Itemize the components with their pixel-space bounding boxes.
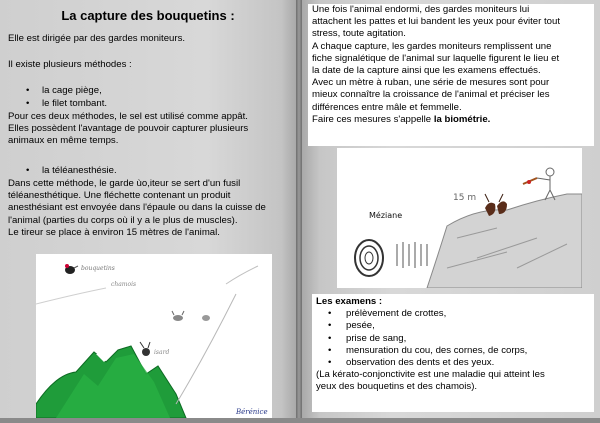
drawing-label: bouquetins [81,265,115,272]
drawing-author-name: Méziane [369,211,403,220]
procedure-line: Avec un mètre à ruban, une série de mesures sont pour [312,77,550,89]
exams-list [316,308,590,369]
exam-item: • observation des dents et des yeux. [328,357,495,369]
procedure-line: A chaque capture, les gardes moniteurs remplissent une [312,40,552,52]
paragraph-teleanesthesie: Dans cette méthode, le garde ùo,iteur se sert d'un fusil téléanesthétique. Une fléchette contenant un produit anesthésiant est envoyée dans l'épaule ou dans la cuisse de l'animal (parties du corps où il y a le plus de muscles). Le tireur se place à environ 15 mètres de l'animal. [8,178,266,238]
exam-item: • mensuration du cou, des cornes, de corps, [328,344,528,356]
methods-intro: Il existe plusieurs méthodes : [8,59,132,70]
procedure-line: la date de la capture ainsi que les examens effectués. [312,65,541,77]
bullet-icon: • [328,308,332,320]
method-item: • la téléanesthésie. [26,165,117,176]
exams-box [312,294,594,412]
child-drawing-mountains [36,254,272,418]
exams-note: (La kérato-conjonctivite est une maladie qui atteint les yeux des bouquetins et des chamois). [316,369,545,393]
ibex-figure [202,315,210,321]
procedure-line: différences entre mâle et femmelle. [312,101,462,113]
exam-item: • prise de sang, [328,332,407,344]
exam-item: • pesée, [328,320,375,332]
measuring-tape-icon [355,240,427,276]
capture-drawing-svg [337,148,582,288]
paragraph-bait: Pour ces deux méthodes, le sel est utilisé comme appât. Elles possèdent l'avantage de pouvoir capturer plusieurs animaux en même temps. [8,111,249,147]
bullet-icon: • [328,357,332,369]
bullet-icon: • [26,165,30,176]
bullet-icon: • [328,344,332,356]
procedure-line: Une fois l'animal endormi, des gardes moniteurs lui [312,4,530,15]
drawing-label: isard [154,349,170,356]
mountain-drawing-svg [36,254,272,418]
page-title: La capture des bouquetins : [61,8,235,23]
procedure-line: stress, toute agitation. [312,28,406,40]
bullet-icon: • [26,98,30,109]
method-item: • la cage piège, [26,85,102,96]
method-item: • le filet tombant. [26,98,108,109]
ibex-figure [140,342,150,356]
procedure-line: attachent les pattes et lui bandent les yeux pour éviter tout [312,16,560,28]
ibex-figure [172,311,184,321]
exam-item: • prélèvement de crottes, [328,308,447,320]
exams-title: Les examens : [316,296,383,307]
bullet-icon: • [26,85,30,96]
capture-procedure-box [308,4,594,146]
biometrie-line: Faire ces mesures s'appelle la biométrie. [312,113,491,125]
drawing-signature: Bérénice [236,408,268,416]
child-drawing-capture [337,148,582,288]
distance-label: 15 m [453,193,477,203]
drawing-label: chamois [111,281,137,288]
hunter-figure [523,168,555,200]
intro-text: Elle est dirigée par des gardes moniteurs. [8,33,186,44]
procedure-line: fiche signalétique de l'animal sur laquelle figurent le lieu et [312,52,560,64]
bullet-icon: • [328,332,332,344]
procedure-text [312,4,590,114]
ibex-figure [65,264,78,274]
procedure-line: mieux connaître la croissance de l'animal et préciser les [312,89,550,101]
bullet-icon: • [328,320,332,332]
